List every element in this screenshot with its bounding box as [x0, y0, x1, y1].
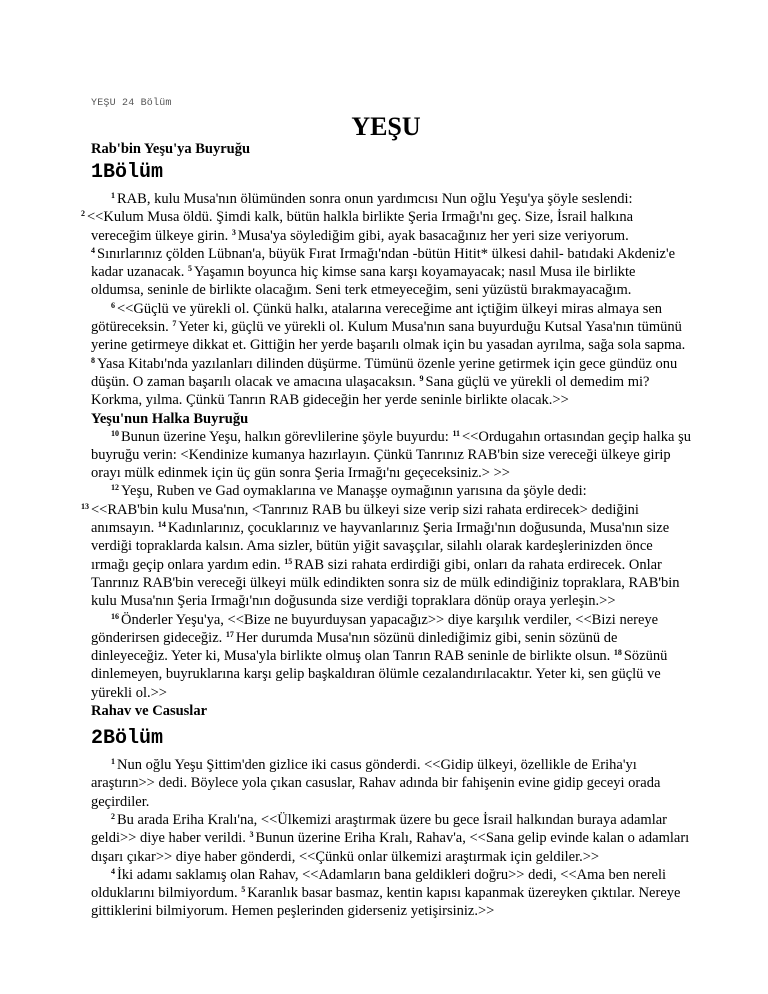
verse-number: 2 — [111, 811, 115, 821]
verse-text: <<Ordugahın ortasından geçip halka şu buyruğu verin: <Kendinize kumanya hazırlayın. Çünkü Tanrınız RAB'bin size vereceği ülkeye girip orayı mülk edinmek için üç gün sonra Şeria Irmağı'nı geçeceksiniz.> >> — [91, 428, 691, 482]
verse-number: 3 — [231, 227, 236, 237]
paragraph — [81, 482, 691, 610]
verse-text: <<RAB'bin kulu Musa'nın, <Tanrınız RAB bu ülkeyi size verip sizi rahata erdirecek> dediğini anımsayın. — [91, 501, 639, 537]
verse-number: 17 — [225, 629, 234, 639]
verse-text: Bu arada Eriha Kralı'na, <<Ülkemizi araştırmak üzere bu gece İsrail halkından buraya adamlar geldi>> diye haber verildi. — [91, 811, 667, 847]
paragraph — [91, 611, 691, 702]
verse-text: Yasa Kitabı'nda yazılanları dilinden düşürme. Tümünü özenle yerine getirmek için gece gündüz onu düşün. O zaman başarılı olacak ve amacına ulaşacaksın. — [91, 355, 678, 390]
verse-text: Önderler Yeşu'ya, <<Bize ne buyurduysan yapacağız>> diye karşılık verdiler, <<Bizi nereye gönderirsen gideceğiz. — [91, 611, 659, 646]
verse-number: 5 — [241, 885, 246, 895]
section-heading: Yeşu'nun Halka Buyruğu — [91, 410, 249, 427]
verse-number: 13 — [81, 501, 89, 511]
paragraph — [91, 866, 691, 921]
verse-number: 4 — [91, 245, 95, 255]
running-header: YEŞU 24 Bölüm — [91, 98, 172, 109]
verse-number: 10 — [111, 428, 119, 438]
verse-text: Sözünü dinlemeyen, buyruklarına karşı gelip başkaldıran ölümle cezalandırılacaktır. Yeter ki, sen güçlü ve yürekli ol.>> — [91, 648, 668, 701]
chapter-heading: 2Bölüm — [91, 727, 164, 751]
section-heading: Rab'bin Yeşu'ya Buyruğu — [91, 141, 251, 157]
paragraph — [91, 428, 691, 483]
verse-number: 4 — [111, 866, 115, 876]
verse-number: 11 — [452, 428, 460, 438]
verse-number: 12 — [111, 483, 119, 493]
verse-number: 1 — [111, 191, 115, 200]
verse-text: Yeşu, Ruben ve Gad oymaklarına ve Manaşşe oymağının yarısına da şöyle dedi: — [121, 483, 587, 500]
verse-text: Yeter ki, güçlü ve yürekli ol. Kulum Musa'nın sana buyurduğu Kutsal Yasa'nın tümünü yerine getirmeye dikkat et. Gittiğin her yerde başarılı olmak için bu yasadan ayrılma, sağa sola sapma. — [91, 319, 686, 354]
document-body — [81, 140, 691, 921]
paragraph — [91, 300, 691, 410]
verse-text: Yaşamın boyunca hiç kimse sana karşı koyamayacak; nasıl Musa ile birlikte oldumsa, seninle de birlikte olacağım. Seni terk etmeyeceğim, seni yüzüstü bırakmayacağım. — [91, 264, 636, 299]
verse-text: Karanlık basar basmaz, kentin kapısı kapanmak üzereyken çıktılar. Nereye gittiklerini bilmiyorum. Hemen peşlerinden giderseniz yetişirsiniz.>> — [91, 885, 681, 920]
verse-text: Nun oğlu Yeşu Şittim'den gizlice iki casus gönderdi. <<Gidip ülkeyi, özellikle de Eriha'yı araştırın>> dedi. Böylece yola çıkan casuslar, Rahav adında bir fahişenin evine gidip geceyi orada geçirdiler. — [91, 757, 661, 810]
verse-text: İki adamı saklamış olan Rahav, <<Adamların bana geldikleri doğru>> dedi, <<Ama ben nereli olduklarını bilmiyordum. — [91, 866, 667, 902]
verse-number: 6 — [111, 300, 115, 310]
verse-number: 7 — [172, 319, 177, 329]
paragraph — [91, 756, 691, 811]
section-heading: Rahav ve Casuslar — [91, 703, 208, 720]
verse-text: Sana güçlü ve yürekli ol demedim mi? Korkma, yılma. Çünkü Tanrın RAB gideceğin her yerde seninle birlikte olacak.>> — [91, 373, 650, 409]
verse-number: 5 — [188, 264, 193, 274]
verse-text: <<Güçlü ve yürekli ol. Çünkü halkı, atalarına vereceğime ant içtiğim ülkeyi miras almaya sen götüreceksin. — [91, 300, 663, 336]
verse-text: Kadınlarınız, çocuklarınız ve hayvanlarınız Şeria Irmağı'nın doğusunda, Musa'nın size verdiği topraklarda kalsın. Ama sizler, bütün yiğit savaşçılar, silahlı olarak kardeşlerinizden önce ırmağı geçip onlara yardım edin. — [91, 520, 670, 573]
verse-text: Musa'ya söylediğim gibi, ayak basacağınız her yeri size veriyorum. — [237, 227, 629, 244]
verse-number: 14 — [157, 520, 166, 530]
paragraph — [81, 190, 691, 300]
verse-number: 3 — [249, 830, 254, 840]
verse-text: Bunun üzerine Eriha Kralı, Rahav'a, <<Sana gelip evinde kalan o adamları dışarı çıkar>> diye haber gönderdi, <<Çünkü onlar ülkemizi araştırmak için geldiler.>> — [91, 830, 690, 865]
verse-text: RAB, kulu Musa'nın ölümünden sonra onun yardımcısı Nun oğlu Yeşu'ya şöyle seslendi: — [117, 191, 633, 207]
verse-text: Her durumda Musa'nın sözünü dinlediğimiz gibi, senin sözünü de dinleyeceğiz. Yeter ki, Musa'yla birlikte olmuş olan Tanrın RAB seninle de birlikte olsun. — [91, 629, 618, 665]
verse-text: <<Kulum Musa öldü. Şimdi kalk, bütün halkla birlikte Şeria Irmağı'nı geç. Size, İsrail halkına vereceğim ülkeye girin. — [87, 209, 634, 244]
paragraph — [91, 811, 691, 866]
book-title: YEŞU — [351, 112, 421, 141]
verse-number: 18 — [613, 648, 622, 658]
verse-number: 15 — [284, 556, 293, 566]
verse-number: 1 — [111, 757, 115, 767]
verse-text: Bunun üzerine Yeşu, halkın görevlilerine şöyle buyurdu: — [121, 428, 449, 445]
verse-number: 9 — [419, 373, 424, 383]
verse-number: 8 — [91, 355, 95, 365]
verse-number: 2 — [81, 209, 85, 219]
verse-number: 16 — [111, 611, 119, 621]
verse-text: Sınırlarınız çölden Lübnan'a, büyük Fırat Irmağı'ndan -bütün Hitit* ülkesi dahil- batıdaki Akdeniz'e kadar uzanacak. — [91, 245, 676, 281]
chapter-heading: 1Bölüm — [91, 161, 164, 184]
verse-text: RAB sizi rahata erdirdiği gibi, onları da rahata erdirecek. Onlar Tanrınız RAB'bin vereceği ülkeyi mülk edindikten sonra siz de mülk edindiğiniz topraklara, RAB'bin kulu Musa'nın Şeria Irmağı'nın doğusunda size verdiği topraklara dönüp oraya yerleşin.>> — [91, 556, 680, 610]
